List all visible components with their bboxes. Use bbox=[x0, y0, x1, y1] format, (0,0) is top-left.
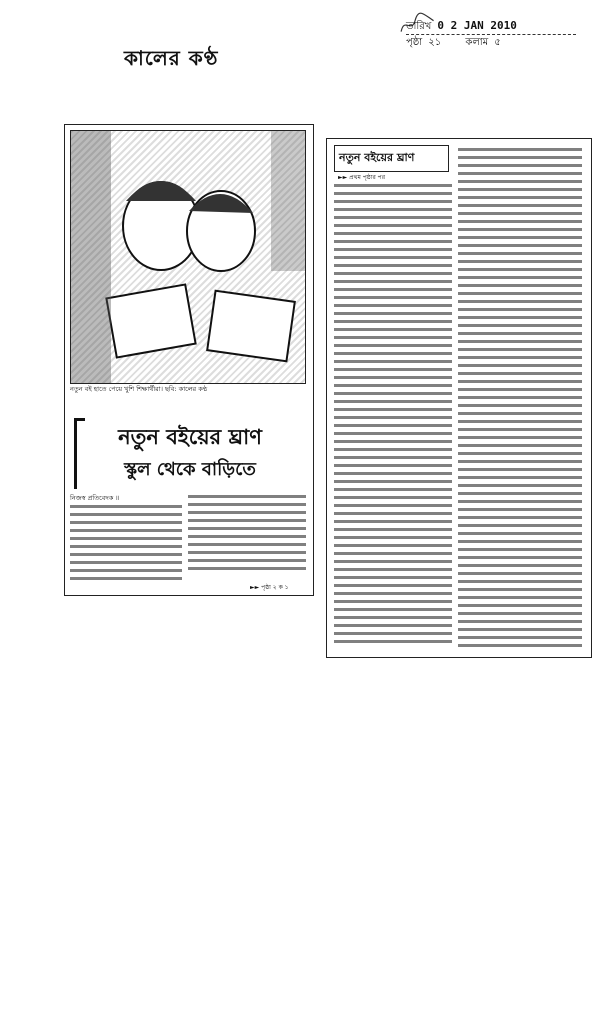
photo-illustration bbox=[71, 131, 305, 383]
column-value: ৫ bbox=[494, 37, 501, 48]
left-body-column-2 bbox=[188, 493, 306, 578]
right-clip-title: নতুন বইয়ের ঘ্রাণ bbox=[334, 145, 449, 172]
newspaper-masthead: কালের কণ্ঠ bbox=[124, 46, 219, 70]
page-label: পৃষ্ঠা bbox=[406, 37, 423, 48]
column-label: কলাম bbox=[465, 37, 489, 48]
date-value: 0 2 JAN 2010 bbox=[437, 19, 517, 32]
students-reading-photo bbox=[70, 130, 306, 384]
right-body-column-2 bbox=[458, 146, 582, 650]
headline-block bbox=[85, 424, 295, 482]
date-label: তারিখ bbox=[406, 21, 432, 32]
page-value: ২১ bbox=[428, 37, 442, 48]
photo-caption: নতুন বই হাতে পেয়ে খুশি শিক্ষার্থীরা। ছবি: কালের কণ্ঠ bbox=[70, 385, 208, 393]
right-body-column-1 bbox=[334, 182, 452, 650]
byline: নিজস্ব প্রতিবেদক ॥ bbox=[70, 494, 120, 502]
continued-marker: ►► পৃষ্ঠা ২ ক ১ bbox=[250, 584, 289, 591]
date-stamp bbox=[406, 18, 576, 70]
subheadline: স্কুল থেকে বাড়িতে bbox=[124, 459, 256, 480]
left-body-column-1 bbox=[70, 503, 182, 588]
headline-bracket bbox=[74, 418, 85, 489]
headline: নতুন বইয়ের ঘ্রাণ bbox=[118, 424, 262, 449]
continued-from-label: ►► প্রথম পৃষ্ঠার পর bbox=[338, 174, 386, 181]
